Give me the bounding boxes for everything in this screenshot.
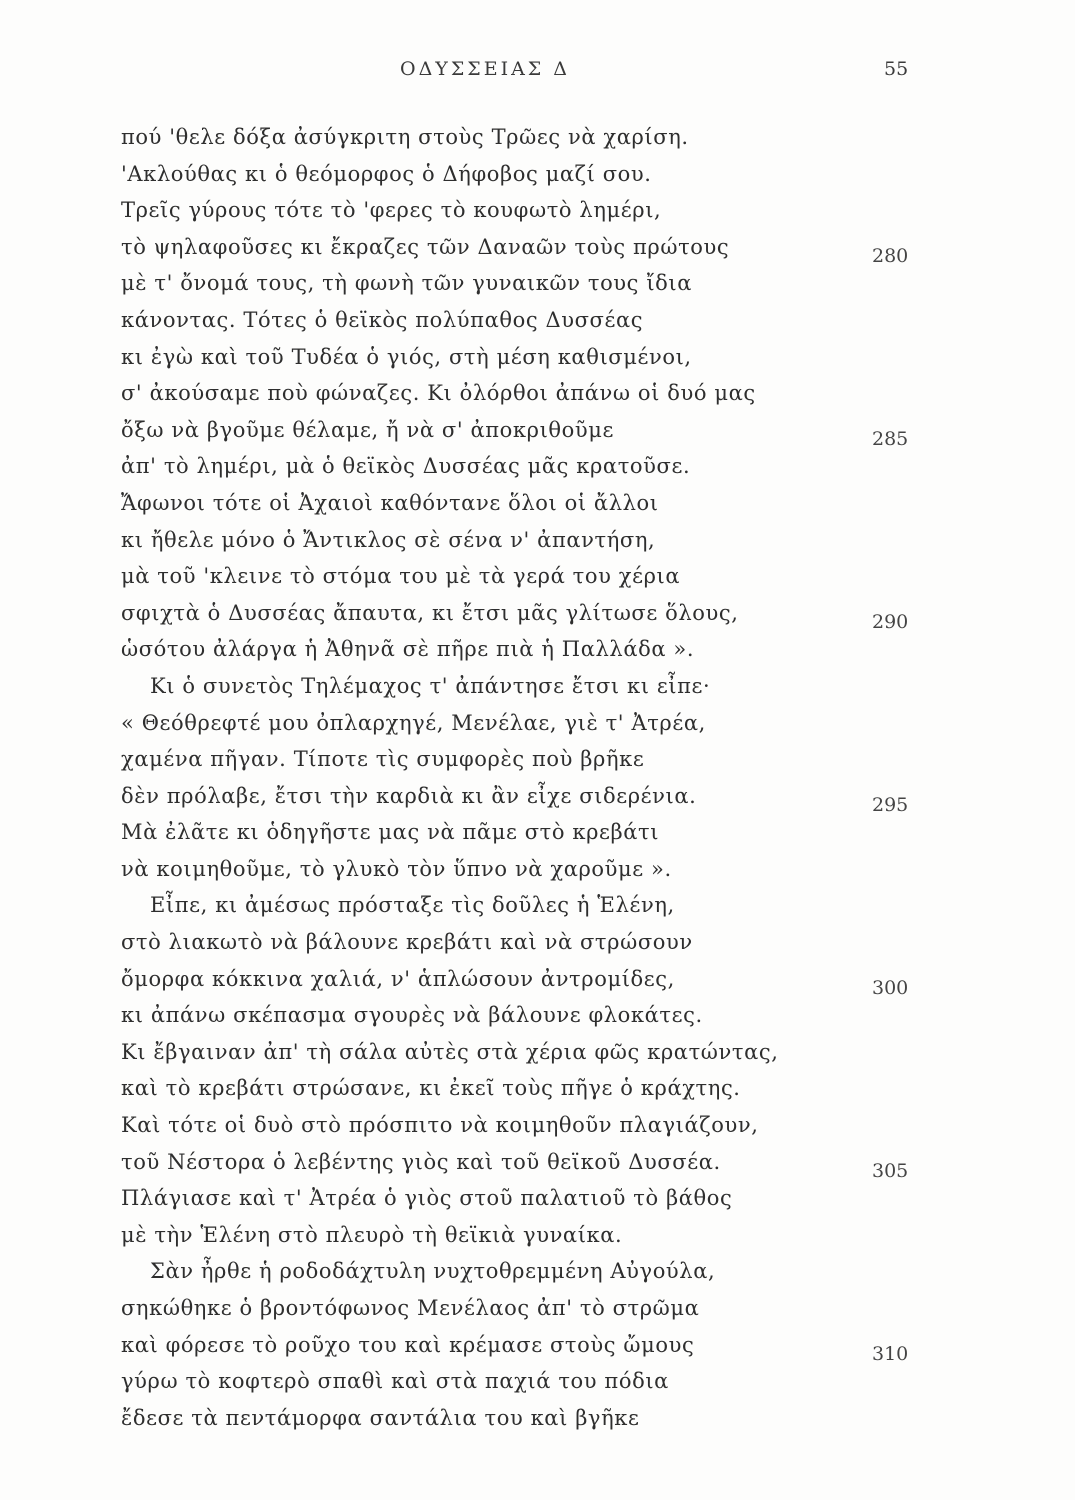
verse-line <box>0 119 1075 156</box>
verse-text: Κι ὁ συνετὸς Τηλέμαχος τ' ἀπάντησε ἔτσι κι εἶπε· <box>150 673 711 698</box>
verse-line <box>0 1144 1075 1181</box>
verse-line <box>0 412 1075 449</box>
verse-line <box>0 1070 1075 1107</box>
verse-line <box>0 558 1075 595</box>
verse-line <box>0 339 1075 376</box>
verse-text: τὸ ψηλαφοῦσες κι ἔκραζες τῶν Δαναῶν τοὺς πρώτους <box>121 234 730 259</box>
verse-text: Σὰν ἦρθε ἡ ροδοδάχτυλη νυχτοθρεμμένη Αὐγούλα, <box>150 1259 716 1284</box>
line-number: 280 <box>872 244 909 267</box>
line-number: 285 <box>872 427 909 450</box>
verse-text: δὲν πρόλαβε, ἔτσι τὴν καρδιὰ κι ἂν εἶχε σιδερένια. <box>121 783 697 808</box>
verse-text: μὲ τ' ὄνομά τους, τὴ φωνὴ τῶν γυναικῶν τους ἴδια <box>121 271 693 296</box>
verse-line <box>0 156 1075 193</box>
verse-text: Εἶπε, κι ἀμέσως πρόσταξε τὶς δοῦλες ἡ Ἑλένη, <box>150 893 675 918</box>
verse-block <box>0 119 1075 1436</box>
verse-line <box>0 1363 1075 1400</box>
verse-text: Πλάγιασε καὶ τ' Ἀτρέα ὁ γιὸς στοῦ παλατιοῦ τὸ βάθος <box>121 1186 733 1211</box>
verse-line <box>0 192 1075 229</box>
verse-text: κι ἤθελε μόνο ὁ Ἄντικλος σὲ σένα ν' ἀπαντήση, <box>121 527 656 552</box>
verse-text: ὡσότου ἀλάργα ἡ Ἀθηνᾶ σὲ πῆρε πιὰ ἡ Παλλάδα ». <box>121 637 695 662</box>
verse-text: ἀπ' τὸ λημέρι, μὰ ὁ θεϊκὸς Δυσσέας μᾶς κρατοῦσε. <box>121 454 691 479</box>
verse-text: σφιχτὰ ὁ Δυσσέας ἄπαυτα, κι ἔτσι μᾶς γλίτωσε ὅλους, <box>121 600 739 625</box>
verse-line <box>0 1327 1075 1364</box>
running-head <box>0 58 1075 88</box>
verse-text: μὰ τοῦ 'κλεινε τὸ στόμα του μὲ τὰ γερά του χέρια <box>121 564 681 589</box>
verse-text: τοῦ Νέστορα ὁ λεβέντης γιὸς καὶ τοῦ θεϊκοῦ Δυσσέα. <box>121 1149 721 1174</box>
verse-text: Κι ἔβγαιναν ἀπ' τὴ σάλα αὐτὲς στὰ χέρια φῶς κρατώντας, <box>121 1039 779 1064</box>
line-number: 295 <box>872 793 909 816</box>
verse-text: « Θεόθρεφτέ μου ὀπλαρχηγέ, Μενέλαε, γιὲ τ' Ἀτρέα, <box>121 710 706 735</box>
verse-line <box>0 595 1075 632</box>
verse-text: κι ἐγὼ καὶ τοῦ Τυδέα ὁ γιός, στὴ μέση καθισμένοι, <box>121 344 692 369</box>
verse-text: στὸ λιακωτὸ νὰ βάλουνε κρεβάτι καὶ νὰ στρώσουν <box>121 930 693 955</box>
line-number: 300 <box>872 976 909 999</box>
verse-text: Καὶ τότε οἱ δυὸ στὸ πρόσπιτο νὰ κοιμηθοῦν πλαγιάζουν, <box>121 1113 759 1138</box>
verse-line <box>0 961 1075 998</box>
verse-text: καὶ φόρεσε τὸ ροῦχο του καὶ κρέμασε στοὺς ὤμους <box>121 1332 695 1357</box>
verse-line <box>0 631 1075 668</box>
verse-line <box>0 1180 1075 1217</box>
verse-line <box>0 851 1075 888</box>
verse-line <box>0 887 1075 924</box>
verse-line <box>0 1107 1075 1144</box>
verse-line <box>0 522 1075 559</box>
verse-text: κάνοντας. Τότες ὁ θεϊκὸς πολύπαθος Δυσσέας <box>121 307 644 332</box>
verse-text: νὰ κοιμηθοῦμε, τὸ γλυκὸ τὸν ὕπνο νὰ χαροῦμε ». <box>121 856 672 881</box>
verse-text: Ἄφωνοι τότε οἱ Ἀχαιοὶ καθόντανε ὅλοι οἱ ἄλλοι <box>121 490 659 515</box>
line-number: 290 <box>872 610 909 633</box>
line-number: 310 <box>872 1342 909 1365</box>
verse-line <box>0 997 1075 1034</box>
verse-line <box>0 229 1075 266</box>
verse-line <box>0 375 1075 412</box>
verse-text: ὄμορφα κόκκινα χαλιά, ν' ἁπλώσουν ἀντρομίδες, <box>121 966 675 991</box>
verse-text: ὄξω νὰ βγοῦμε θέλαμε, ἤ νὰ σ' ἀποκριθοῦμε <box>121 417 614 442</box>
verse-text: 'Ακλούθας κι ὁ θεόμορφος ὁ Δήφοβος μαζί σου. <box>121 161 652 186</box>
page-number: 55 <box>884 58 909 80</box>
verse-text: χαμένα πῆγαν. Τίποτε τὶς συμφορὲς ποὺ βρῆκε <box>121 747 645 772</box>
verse-text: ἔδεσε τὰ πεντάμορφα σαντάλια του καὶ βγῆκε <box>121 1405 640 1430</box>
verse-line <box>0 1400 1075 1437</box>
verse-line <box>0 814 1075 851</box>
verse-text: σ' ἀκούσαμε ποὺ φώναζες. Κι ὀλόρθοι ἀπάνω οἱ δυό μας <box>121 381 756 406</box>
verse-text: Μὰ ἐλᾶτε κι ὁδηγῆστε μας νὰ πᾶμε στὸ κρεβάτι <box>121 820 660 845</box>
verse-text: πού 'θελε δόξα ἀσύγκριτη στοὺς Τρῶες νὰ χαρίση. <box>121 125 689 149</box>
verse-line <box>0 705 1075 742</box>
verse-line <box>0 778 1075 815</box>
verse-line <box>0 741 1075 778</box>
verse-line <box>0 485 1075 522</box>
verse-text: Τρεῖς γύρους τότε τὸ 'φερες τὸ κουφωτὸ λημέρι, <box>121 198 662 223</box>
verse-text: καὶ τὸ κρεβάτι στρώσανε, κι ἐκεῖ τοὺς πῆγε ὁ κράχτης. <box>121 1076 741 1101</box>
verse-text: γύρω τὸ κοφτερὸ σπαθὶ καὶ στὰ παχιά του πόδια <box>121 1369 669 1394</box>
verse-line <box>0 1217 1075 1254</box>
verse-line <box>0 924 1075 961</box>
line-number: 305 <box>872 1159 909 1182</box>
verse-line <box>0 1034 1075 1071</box>
verse-line <box>0 265 1075 302</box>
verse-line <box>0 302 1075 339</box>
verse-line <box>0 1290 1075 1327</box>
verse-line <box>0 448 1075 485</box>
verse-text: κι ἀπάνω σκέπασμα σγουρὲς νὰ βάλουνε φλοκάτες. <box>121 1003 703 1028</box>
verse-line <box>0 668 1075 705</box>
verse-line <box>0 1253 1075 1290</box>
verse-text: σηκώθηκε ὁ βροντόφωνος Μενέλαος ἀπ' τὸ στρῶμα <box>121 1296 700 1320</box>
verse-text: μὲ τὴν Ἑλένη στὸ πλευρὸ τὴ θεϊκιὰ γυναίκα. <box>121 1222 623 1247</box>
running-title: ΟΔΥΣΣΕΙΑΣ Δ <box>400 58 570 80</box>
